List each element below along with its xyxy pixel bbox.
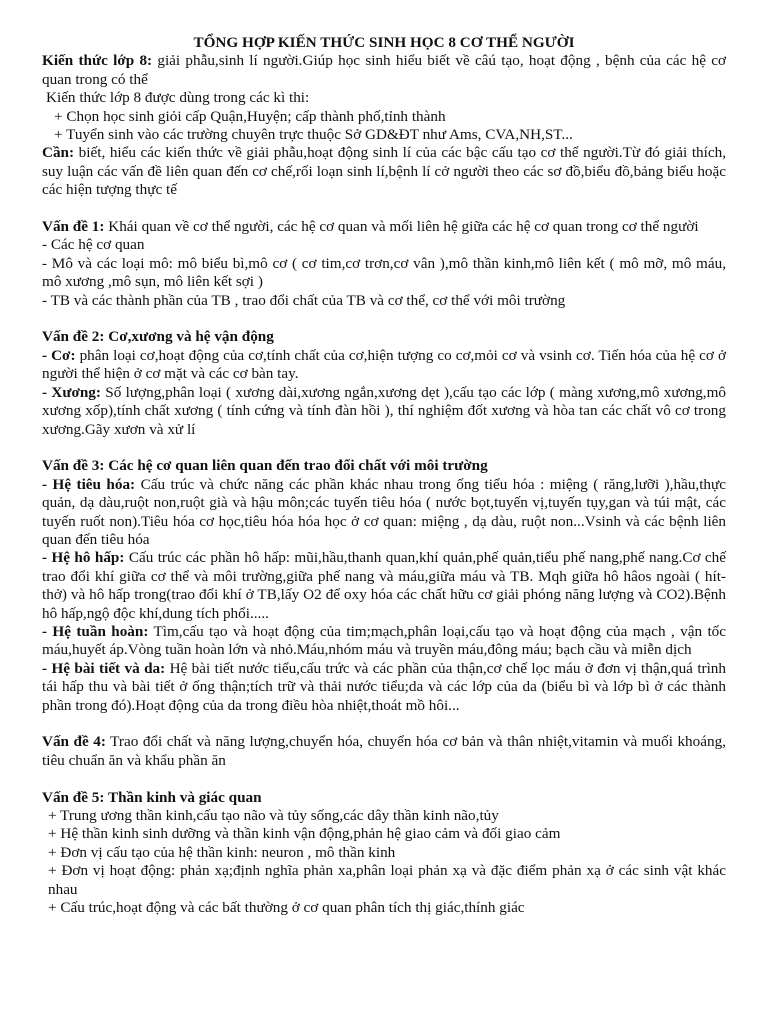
topic1-line: - Các hệ cơ quan (42, 236, 145, 254)
topic1-line: - Mô và các loại mô: mô biểu bì,mô cơ ( cơ tim,cơ trơn,cơ vân ),mô thần kinh,mô liên kết ( mô mỡ, mô máu, mô xương ,mô sụn, mô liên kết sợi ) (42, 254, 726, 291)
topic2-co-paragraph (42, 347, 726, 384)
topic3-tuanhoan-label: - Hệ tuần hoàn: (42, 622, 149, 640)
topic1-heading-text: Khái quan về cơ thể người, các hệ cơ quan và mối liên hệ giữa các hệ cơ quan trong cơ thể người (104, 218, 699, 236)
document-title: TỔNG HỢP KIẾN THỨC SINH HỌC 8 CƠ THỂ NGƯỜI (193, 34, 575, 51)
topic2-xuong-label: - Xương: (42, 383, 101, 401)
topic3-baitiet-paragraph (42, 660, 726, 715)
spacer (42, 200, 726, 218)
topic3-tieuhoa-label: - Hệ tiêu hóa: (42, 475, 136, 493)
topic3-tieuhoa-paragraph (42, 476, 726, 550)
requirement-text: biết, hiểu các kiến thức về giải phẫu,hoạt động sinh lí của các bậc cấu tạo cơ thể người.Từ đó giải thích, suy luận các vấn đề liên quan đến cơ chế,rối loạn sinh lí,bệnh lí cở người theo các sơ đồ,biểu đồ,bảng biểu hoặc các hiện tượng thực tế (42, 144, 726, 199)
topic3-heading-text: Vấn đề 3: Các hệ cơ quan liên quan đến trao đổi chất với môi trường (42, 457, 488, 475)
exam-bullet: + Tuyển sinh vào các trường chuyên trực thuộc Sở GD&ĐT như Ams, CVA,NH,ST... (54, 126, 573, 144)
spacer (42, 715, 726, 733)
topic3-hohap-paragraph (42, 549, 726, 623)
topic2-co-text: phân loại cơ,hoạt động của cơ,tính chất của cơ,hiện tượng co cơ,mỏi cơ và vsinh cơ. Tiến hóa của hệ cơ ở người thể hiện ở cơ mặt và các cơ bàn tay. (42, 346, 726, 383)
topic4-heading-text: Trao đổi chất và năng lượng,chuyển hóa, chuyển hóa cơ bản và thân nhiệt,vitamin và muối khoáng, tiêu chuẩn ăn và khẩu phần ăn (42, 733, 726, 769)
intro-label: Kiến thức lớp 8: (42, 52, 153, 70)
topic1-label: Vấn đề 1: (42, 218, 105, 236)
requirement-label: Cần: (42, 144, 75, 162)
spacer (42, 439, 726, 457)
topic5-item: + Cấu trúc,hoạt động và các bất thường ở cơ quan phân tích thị giác,thính giác (48, 899, 525, 917)
topic3-hohap-text: Cấu trúc các phần hô hấp: mũi,hầu,thanh quan,khí quản,phế quản,tiểu phế nang,phế nang.Cơ chế trao đổi khí giữa cơ thể và môi trường,giữa phế nang và máu,giữa máu và TB. Mqh giữa hô hâos ngoài ( hít-thở) và hô hấp trong(trao đổi khí ở TB,lấy O2 để oxy hóa các chất hữu cơ giải phóng năng lượng và CO2).Bệnh hô hấp,ngộ độc khí,dung tích phổi..... (42, 549, 726, 622)
topic2-xuong-text: Số lượng,phân loại ( xương dài,xương ngắn,xương dẹt ),cấu tạo các lớp ( màng xương,mô xương,mô xương xốp),tính chất xương ( tính cứng và tính đàn hồi ), thí nghiệm đốt xương và hòa tan các chất vô cơ trong xương.Gãy xươn và xử lí (42, 383, 726, 438)
topic2-xuong-paragraph (42, 384, 726, 439)
topic5-item: + Hệ thần kinh sinh dưỡng và thần kinh vận động,phản hệ giao cảm và đối giao cảm (48, 825, 561, 843)
spacer (42, 770, 726, 788)
topic3-tuanhoan-text: Tìm,cấu tạo và hoạt động của tim;mạch,phân loại,cấu tạo và hoạt động của mạch , vận tốc máu,huyết áp.Vòng tuần hoàn lớn và nhỏ.Máu,nhóm máu và truyền máu,đông máu; bạch cầu và miễn dịch (42, 622, 726, 659)
topic3-baitiet-text: Hệ bài tiết nước tiểu,cấu trức và các phần của thận,cơ chế lọc máu ở đơn vị thận,quá trình tái hấp thu và bài tiết ở ống thận;tích trữ và thải nước tiểu;da và các lớp của da (biểu bì và lớp bì ở các thành phần trong đó).Hoạt động của da trong điều hòa nhiệt,thoát mồ hôi... (42, 659, 726, 714)
exam-usage-line: Kiến thức lớp 8 được dùng trong các kì thi: (46, 89, 310, 107)
spacer (42, 310, 726, 328)
topic5-heading-text: Vấn đề 5: Thần kinh và giác quan (42, 788, 262, 806)
topic4-label: Vấn đề 4: (42, 733, 106, 751)
topic3-heading (42, 457, 726, 475)
topic5-heading (42, 789, 726, 807)
topic1-line: - TB và các thành phần của TB , trao đổi chất của TB và cơ thể, cơ thể với môi trường (42, 291, 566, 309)
topic3-baitiet-label: - Hệ bài tiết và da: (42, 659, 166, 677)
topic1-heading (42, 218, 726, 236)
exam-bullet: + Chọn học sinh giỏi cấp Quận,Huyện; cấp thành phố,tỉnh thành (54, 107, 446, 125)
topic5-item: + Đơn vị cấu tạo của hệ thần kinh: neuron , mô thần kinh (48, 843, 396, 861)
requirement-paragraph (42, 144, 726, 199)
topic5-item: + Trung ương thần kinh,cấu tạo não và tủy sống,các dây thần kinh não,tủy (48, 806, 499, 824)
topic5-item: + Đơn vị hoạt động: phản xạ;định nghĩa phản xa,phân loại phản xạ và đặc điểm phản xạ ở các sinh vật khác nhau (48, 862, 726, 898)
intro-text: giải phẫu,sinh lí người.Giúp học sinh hiểu biết về câú tạo, hoạt động , bệnh của các hệ cơ quan trong có thể (42, 52, 726, 88)
topic2-heading (42, 328, 726, 346)
topic3-hohap-label: - Hệ hô hấp: (42, 549, 125, 567)
topic3-tuanhoan-paragraph (42, 623, 726, 660)
intro-paragraph (42, 52, 726, 89)
topic4-heading (42, 733, 726, 770)
topic3-tieuhoa-text: Cấu trúc và chức năng các phần khác nhau trong ống tiểu hóa : miệng ( răng,lưỡi ),hầu,thực quản, dạ dàu,ruột non,ruột già và hậu môn;các tuyến tiêu hóa ( nước bọt,tuyến vị,tuyến tụy,gan và túi mật, các tuyến ruốt non).Tiêu hóa cơ học,tiêu hóa hóa học ở cơ quan: miệng , dạ dàu, ruột non...Vsinh và các bệnh liên quan đến tiêu hóa (42, 475, 726, 548)
topic2-co-label: - Cơ: (42, 346, 76, 364)
topic2-heading-text: Vấn đề 2: Cơ,xương và hệ vận động (42, 328, 274, 346)
